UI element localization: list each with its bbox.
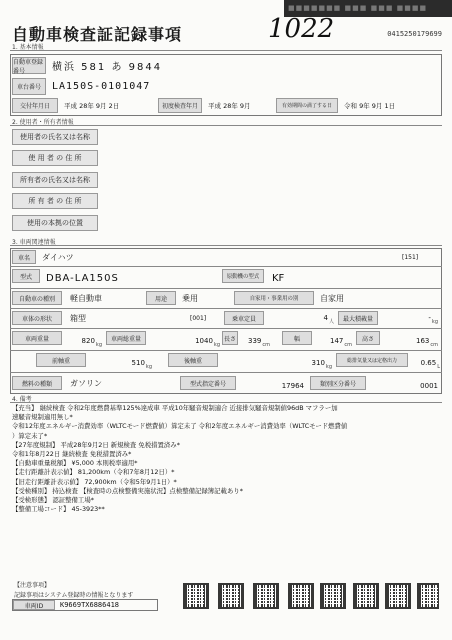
use-value: 乗用: [182, 293, 198, 303]
section-vehicle-info: 3. 車両関連情報: [10, 237, 442, 246]
model-label: 型式: [12, 269, 40, 283]
body-label: 車体の形状: [12, 311, 62, 325]
serial-number: 0415250179699: [387, 30, 442, 38]
remark-line: 【充当】 継続検査 令和2年度燃費基準125%達成車 平成10年騒音規制適合 近接排気騒音規制値96dB マフラー加: [12, 404, 338, 412]
remarks-text: [12, 404, 432, 514]
car-name-value: ダイハツ: [42, 252, 74, 262]
width-value: 147 cm: [330, 337, 352, 348]
issue-date-value: 平成 28年 9月 2日: [64, 102, 120, 110]
user-address-label: 使 用 者 の 住 所: [12, 150, 98, 166]
redaction-bar: ■■■■■■■ ■■■ ■■■ ■■■■: [284, 0, 452, 17]
owner-address-label: 所 有 者 の 住 所: [12, 193, 98, 209]
displacement-value: 0.65 L: [420, 359, 440, 370]
first-reg-value: 平成 28年 9月: [208, 102, 251, 110]
qr-code-2: [218, 583, 244, 609]
vehicle-id-label: 車両ID: [13, 600, 55, 610]
engine-value: KF: [272, 272, 285, 284]
section-owner-info: 2. 使用者・所有者情報: [10, 117, 442, 126]
remark-line: 【旧走行距離計表示値】 72,900km（令和5年9月1日）*: [12, 477, 177, 486]
length-value: 339 cm: [248, 337, 270, 348]
remark-line: ）算定未了*: [12, 431, 48, 440]
width-label: 幅: [282, 331, 312, 345]
notice-label: 【注意事項】: [14, 582, 51, 589]
expiry-label: 有効期間の満了する日: [276, 98, 338, 113]
weight-label: 車両重量: [12, 331, 62, 345]
capacity-value: 4 人: [323, 314, 334, 325]
remark-line: 【走行距離計表示値】 81,200km（令和7年8月12日）*: [12, 468, 175, 477]
load-label: 最大積載量: [338, 311, 378, 325]
fuel-label: 燃料の種類: [12, 376, 62, 390]
vehicle-id-value: K9669TX6886418: [60, 601, 120, 609]
remark-line: 【自動車重量税額】 ¥5,000 本則税率適用*: [12, 459, 138, 468]
qr-code-6: [353, 583, 379, 609]
issue-date-label: 交付年月日: [12, 98, 58, 113]
use-label: 用途: [146, 291, 176, 305]
gross-value: 1040 kg: [195, 337, 220, 348]
chassis-value: LA150S-0101047: [52, 81, 151, 92]
weight-value: 820 kg: [81, 337, 102, 348]
remark-line: 速騒音規制適用無し*: [12, 413, 73, 422]
qr-code-1: [183, 583, 209, 609]
rear-axle-value: 310 kg: [311, 359, 332, 370]
kind-value: 軽自動車: [70, 293, 102, 303]
front-axle-label: 前軸重: [36, 353, 86, 367]
height-label: 高さ: [356, 331, 380, 345]
engine-label: 原動機の型式: [222, 269, 264, 283]
qr-code-7: [385, 583, 411, 609]
remark-line: 【27年度規制】 平成28年9月2日 新規検査 免税措置済み*: [12, 440, 180, 449]
chassis-label: 車台番号: [12, 78, 46, 95]
remark-line: 令和1年8月22日 継続検査 免税措置済み*: [12, 450, 132, 459]
gross-label: 車両総重量: [106, 331, 146, 345]
remark-line: 令和12年度エネルギー消費効率（WLTCモード燃費値）算定未了 令和2年度エネルギー消費効率（WLTCモード燃費値: [12, 422, 348, 431]
first-reg-label: 初度検査年月: [158, 98, 202, 113]
front-axle-value: 510 kg: [131, 359, 152, 370]
rear-axle-label: 後軸重: [168, 353, 218, 367]
remark-line: 【整備工場コード】 45-3923**: [12, 505, 105, 514]
car-name-code: [151]: [402, 253, 419, 261]
car-name-label: 車名: [12, 250, 36, 264]
kind-label: 自動車の種別: [12, 291, 62, 305]
category-value: 0001: [420, 382, 438, 390]
notice-text: 記録事項はシステム登録時の情報となります: [14, 592, 134, 599]
qr-code-8: [417, 583, 439, 609]
section-remarks: 4. 備考: [10, 394, 442, 403]
model-value: DBA-LA150S: [46, 272, 119, 284]
designation-label: 型式指定番号: [180, 376, 236, 390]
capacity-label: 乗車定員: [224, 311, 264, 325]
body-code: [001]: [190, 314, 207, 322]
expiry-value: 令和 9年 9月 1日: [344, 102, 396, 110]
purpose-value: 自家用: [320, 293, 344, 303]
remark-line: 【受検種別】 持込検査 【検査時の点検整備実施状況】点検整備記録簿記載あり*: [12, 486, 243, 495]
remark-line: 【受検形態】 認証整備工場*: [12, 496, 94, 505]
category-label: 類別区分番号: [310, 376, 366, 390]
section-basic-info: 1. 基本情報: [10, 42, 442, 51]
qr-code-5: [320, 583, 346, 609]
owner-name-label: 所有者の氏名又は名称: [12, 172, 98, 188]
fuel-value: ガソリン: [70, 378, 102, 388]
purpose-label: 自家用・事業用の別: [234, 291, 314, 305]
qr-code-4: [288, 583, 314, 609]
user-name-label: 使用者の氏名又は名称: [12, 129, 98, 145]
qr-code-3: [253, 583, 279, 609]
load-value: - kg: [428, 314, 438, 325]
designation-value: 17964: [281, 382, 304, 390]
reg-no-value: 横浜 581 あ 9844: [52, 62, 163, 73]
body-value: 箱型: [70, 313, 86, 323]
base-location-label: 使用の本拠の位置: [12, 215, 98, 231]
document-title: 自動車検査証記録事項: [12, 25, 183, 44]
handwritten-number: 1022: [268, 14, 335, 44]
length-label: 長さ: [222, 331, 238, 345]
displacement-label: 総排気量又は定格出力: [336, 353, 408, 367]
reg-no-label: 自動車登録番号: [12, 57, 46, 74]
height-value: 163 cm: [416, 337, 438, 348]
